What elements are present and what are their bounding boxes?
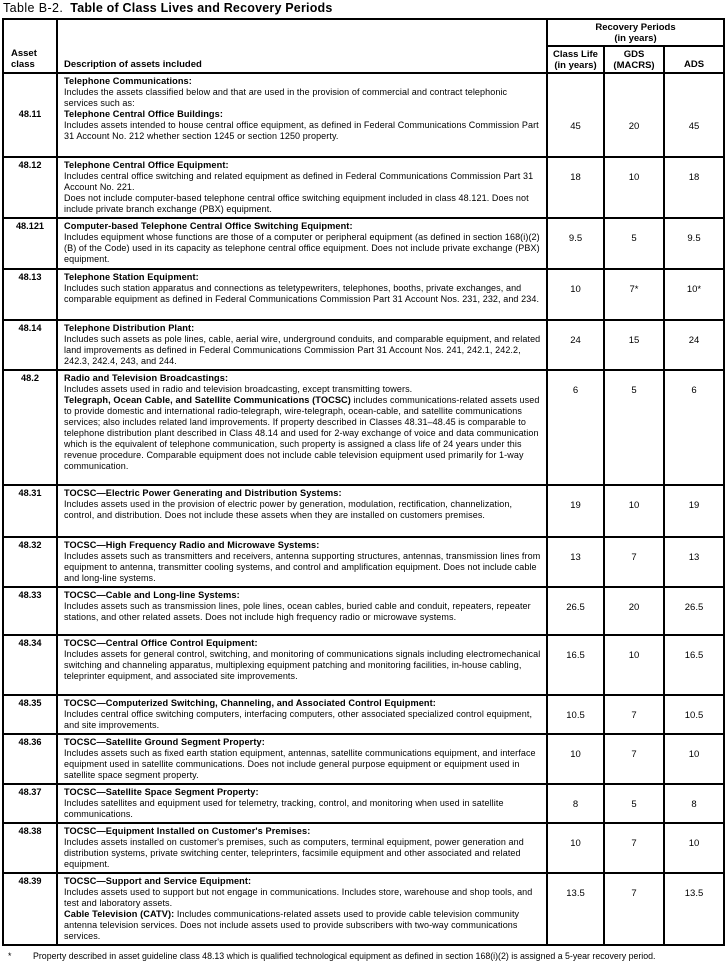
description-text: Includes equipment whose functions are those of a computer or peripheral equipment (as defined in section 168(i)(2)(B) of the Code) used in its capacity as telephone central office equipment. Does not include private exchange (PBX) equipment. [64,232,540,264]
description-heading: TOCSC—High Frequency Radio and Microwave Systems: [64,540,320,550]
gds-value: 10 [628,500,640,511]
ads-value: 6 [691,385,697,396]
gds-cell [604,218,664,269]
ads-value: 8 [691,799,697,810]
gds-cell [604,734,664,784]
class-life-value: 10 [570,838,581,849]
table-row [3,823,724,873]
asset-class-cell [3,784,57,823]
class-life-value: 13.5 [566,888,585,899]
ads-cell [664,370,724,485]
gds-cell [604,370,664,485]
description-heading: TOCSC—Satellite Ground Segment Property: [64,737,265,747]
asset-class-cell [3,485,57,537]
description-text: Includes assets intended to house central office equipment, as defined in Federal Communications Commission Part 31 Account No. 212 whether section 1245 or section 1250 property. [64,120,539,141]
description-header [57,19,547,73]
ads-value: 18 [688,172,700,183]
asset-class-label: 48.34 [18,638,42,648]
table-row [3,320,724,370]
gds-value: 5 [631,233,637,244]
class-life-value: 13 [570,552,581,563]
gds-cell [604,485,664,537]
description-heading: TOCSC—Satellite Space Segment Property: [64,787,259,797]
asset-class-cell [3,537,57,587]
ads-cell [664,587,724,635]
gds-cell [604,320,664,370]
class-life-value: 45 [570,121,581,132]
gds-value: 7 [631,838,637,849]
gds-cell [604,873,664,945]
class-life-cell [547,218,604,269]
gds-value: 5 [631,385,637,396]
description-cell [57,218,547,269]
class-life-cell [547,784,604,823]
description-heading: Telephone Station Equipment: [64,272,199,282]
table-row [3,485,724,537]
description-text: Includes central office switching and related equipment as defined in Federal Communications Commission Part 31 Account No. 221. [64,171,534,192]
table-row [3,784,724,823]
asset-class-cell [3,734,57,784]
ads-value: 26.5 [684,602,704,613]
description-heading: TOCSC—Cable and Long-line Systems: [64,590,240,600]
description-text: Includes assets used to support but not engage in communications. Includes store, warehouse and shop tools, and test and laboratory assets. [64,887,533,908]
ads-cell [664,823,724,873]
asset-class-cell [3,587,57,635]
class-life-cell [547,269,604,320]
ads-cell [664,695,724,734]
asset-class-cell [3,695,57,734]
ads-value: 9.5 [687,233,701,244]
gds-cell [604,635,664,695]
asset-class-label: 48.2 [21,373,39,383]
ads-cell [664,218,724,269]
asset-class-label: 48.13 [18,272,42,282]
asset-class-label: 48.14 [18,323,42,333]
description-heading: TOCSC—Central Office Control Equipment: [64,638,258,648]
asset-class-label: 48.37 [18,787,42,797]
table-row [3,370,724,485]
class-life-cell [547,823,604,873]
asset-class-cell [3,370,57,485]
class-life-cell [547,635,604,695]
description-text: Includes assets used in radio and television broadcasting, except transmitting towers. [64,384,413,394]
table-title: Table of Class Lives and Recovery Periods [70,1,333,15]
ads-cell [664,157,724,218]
gds-value: 7* [629,284,639,295]
gds-value: 7 [631,552,637,563]
class-life-cell [547,587,604,635]
asset-class-label: 48.39 [18,876,42,886]
gds-value: 20 [628,121,640,132]
ads-value: 45 [688,121,700,132]
class-life-header-line2: (in years) [554,60,597,71]
description-header-label: Description of assets included [64,59,202,70]
asset-class-cell [3,823,57,873]
gds-header-line1: GDS [623,49,645,60]
ads-value: 19 [688,500,700,511]
description-cell [57,537,547,587]
class-life-cell [547,157,604,218]
table-body [3,73,724,945]
description-text: Includes communications-related assets used to provide cable television community antenna television services. Does not include assets used to provide subscribers with two-way communications services. [64,909,520,941]
class-life-header-line1: Class Life [553,49,598,60]
table-row [3,537,724,587]
table-row [3,635,724,695]
table-row [3,269,724,320]
asset-class-header-line1: Asset [11,48,37,59]
ads-value: 10 [688,838,700,849]
description-heading: TOCSC—Computerized Switching, Channeling, and Associated Control Equipment: [64,698,436,708]
gds-cell [604,157,664,218]
description-heading: Telephone Communications: [64,76,192,86]
asset-class-label: 48.121 [15,221,45,231]
asset-class-label: 48.35 [18,698,42,708]
description-text: Includes assets such as transmission lines, pole lines, ocean cables, buried cable and conduit, repeaters, repeater stations, and other related assets. Does not include high frequency radio or microwave systems. [64,601,531,622]
ads-value: 10.5 [684,710,704,721]
description-text: Includes the assets classified below and that are used in the provision of commercial and contract telephonic services such as: [64,87,508,108]
ads-cell [664,73,724,157]
class-life-header [547,46,604,73]
class-life-value: 8 [572,799,579,810]
table-row [3,695,724,734]
description-cell [57,370,547,485]
class-life-value: 10.5 [566,710,585,721]
description-cell [57,587,547,635]
class-life-cell [547,537,604,587]
asset-class-label: 48.11 [18,109,42,119]
gds-value: 15 [628,335,640,346]
description-heading: Radio and Television Broadcastings: [64,373,229,383]
description-cell [57,320,547,370]
ads-cell [664,269,724,320]
recovery-periods-header [547,19,724,46]
description-text: includes communications-related assets used to provide domestic and international radio-telegraph, wire-telegraph, ocean-cable, and satellite communications services; also includes related land improvements. If property described in Classes 48.31–48.45 is comparable to telephone distribution plant described in Class 48.14 and used for 2-way exchange of voice and data communication which is the equivalent of telephone communication, such property is assigned a class life of 24 years under this revenue procedure. Comparable equipment does not include cable television equipment used primarily for 1-way communication. [64,395,540,471]
asset-class-cell [3,218,57,269]
class-life-cell [547,873,604,945]
asset-class-header-line2: class [11,59,35,70]
table-row [3,73,724,157]
ads-value: 13 [688,552,700,563]
description-text: Includes assets such as transmitters and receivers, antenna supporting structures, antennas, transmission lines from equipment to antenna, transmitter cooling systems, and control and amplification equipment. Does not include cable and long-line systems. [64,551,541,583]
class-life-value: 16.5 [566,650,585,661]
ads-cell [664,784,724,823]
table-row [3,734,724,784]
recovery-periods-header-line1: Recovery Periods [595,21,676,33]
gds-cell [604,823,664,873]
table-number-label: Table B-2. [3,1,64,15]
ads-cell [664,635,724,695]
class-life-value: 24 [570,335,581,346]
description-cell [57,635,547,695]
ads-cell [664,320,724,370]
table-row [3,587,724,635]
description-cell [57,695,547,734]
gds-value: 20 [628,602,640,613]
table-header [3,19,724,73]
description-cell [57,269,547,320]
asset-class-label: 48.33 [18,590,42,600]
description-cell [57,734,547,784]
description-text: Includes assets installed on customer's premises, such as computers, terminal equipment, power generation and distribution systems, private switching center, teleprinters, facsimile equipment and other associated and related equipment. [64,837,524,869]
description-text: Includes assets used in the provision of electric power by generation, modulation, rectification, channelization, control, and distribution. Does not include these assets when they are installed on customers premises. [64,499,513,520]
description-cell [57,873,547,945]
gds-cell [604,73,664,157]
description-heading: Telephone Central Office Buildings: [64,109,224,119]
description-text: Includes assets such as fixed earth station equipment, antennas, satellite communications equipment, and interface equipment used in satellite communications. Does not include general purpose equipment or equipment used in satellite space segment property. [64,748,536,780]
table-row [3,157,724,218]
description-text: Includes central office switching computers, interfacing computers, other associated specialized control equipment, and site improvements. [64,709,533,730]
gds-value: 7 [631,710,637,721]
gds-cell [604,587,664,635]
class-life-value: 19 [570,500,581,511]
description-heading: Computer-based Telephone Central Office Switching Equipment: [64,221,353,231]
class-life-cell [547,370,604,485]
class-life-value: 26.5 [566,602,585,613]
description-heading: TOCSC—Support and Service Equipment: [64,876,252,886]
description-text: Does not include computer-based telephone central office switching equipment included in class 48.121. Does not include private branch exchange (PBX) equipment. [64,193,529,214]
ads-value: 24 [688,335,700,346]
gds-value: 7 [631,888,637,899]
gds-header-line2: (MACRS) [613,60,655,71]
description-text: Includes such station apparatus and connections as teletypewriters, telephones, booths, private exchanges, and comparable equipment as defined in Federal Communications Commission Part 31 Account Nos. 231, 232, and 234. [64,283,540,304]
ads-cell [664,537,724,587]
table-row [3,218,724,269]
gds-value: 10 [628,172,640,183]
asset-class-cell [3,873,57,945]
gds-value: 7 [631,749,637,760]
class-life-cell [547,485,604,537]
asset-class-label: 48.31 [18,488,42,498]
ads-header [664,46,724,73]
class-lives-table [2,18,725,946]
class-life-cell [547,695,604,734]
description-heading: TOCSC—Equipment Installed on Customer's Premises: [64,826,311,836]
class-life-value: 10 [570,749,581,760]
class-life-cell [547,734,604,784]
gds-cell [604,784,664,823]
ads-cell [664,485,724,537]
description-cell [57,784,547,823]
gds-cell [604,269,664,320]
description-heading: Telegraph, Ocean Cable, and Satellite Communications (TOCSC) [64,395,351,405]
footnote-marker: * [8,951,12,961]
asset-class-label: 48.32 [18,540,42,550]
class-life-value: 10 [570,284,581,295]
asset-class-cell [3,635,57,695]
ads-cell [664,734,724,784]
ads-value: 10 [688,749,700,760]
asset-class-label: 48.38 [18,826,42,836]
class-life-cell [547,73,604,157]
description-heading: Cable Television (CATV): [64,909,175,919]
footnote [2,951,721,962]
recovery-periods-header-line2: (in years) [614,32,657,44]
gds-value: 10 [628,650,640,661]
class-life-value: 9.5 [568,233,583,244]
footnote-text: Property described in asset guideline class 48.13 which is qualified technological equipment as defined in section 168(i)(2) is assigned a 5-year recovery period. [33,951,656,961]
asset-class-cell [3,73,57,157]
asset-class-header [3,19,57,73]
asset-class-cell [3,157,57,218]
description-cell [57,73,547,157]
ads-value: 16.5 [684,650,704,661]
class-life-cell [547,320,604,370]
gds-header [604,46,664,73]
page-title [0,0,725,18]
ads-header-label: ADS [683,59,705,70]
description-cell [57,485,547,537]
class-life-value: 6 [572,385,579,396]
asset-class-label: 48.36 [18,737,42,747]
class-life-value: 18 [570,172,581,183]
description-text: Includes assets for general control, switching, and monitoring of communications signals including electromechanical switching and channeling apparatus, multiplexing equipment patching and monitoring facilities, in-house cabling, teleprinter equipment, and associated site improvements. [64,649,541,681]
ads-value: 10* [686,284,702,295]
description-text: Includes such assets as pole lines, cable, aerial wire, underground conduits, and comparable equipment, and related land improvements as defined in Federal Communications Commission Part 31 Account Nos. 241, 242.1, 242.2, 242.3, 242.4, 243, and 244. [64,334,541,366]
description-cell [57,823,547,873]
asset-class-cell [3,320,57,370]
ads-value: 13.5 [684,888,704,899]
description-heading: TOCSC—Electric Power Generating and Distribution Systems: [64,488,342,498]
description-text: Includes satellites and equipment used for telemetry, tracking, control, and monitoring when used in satellite communications. [64,798,504,819]
gds-value: 5 [631,799,637,810]
asset-class-label: 48.12 [18,160,42,170]
gds-cell [604,537,664,587]
description-heading: Telephone Distribution Plant: [64,323,195,333]
gds-cell [604,695,664,734]
description-cell [57,157,547,218]
ads-cell [664,873,724,945]
table-row [3,873,724,945]
description-heading: Telephone Central Office Equipment: [64,160,229,170]
asset-class-cell [3,269,57,320]
